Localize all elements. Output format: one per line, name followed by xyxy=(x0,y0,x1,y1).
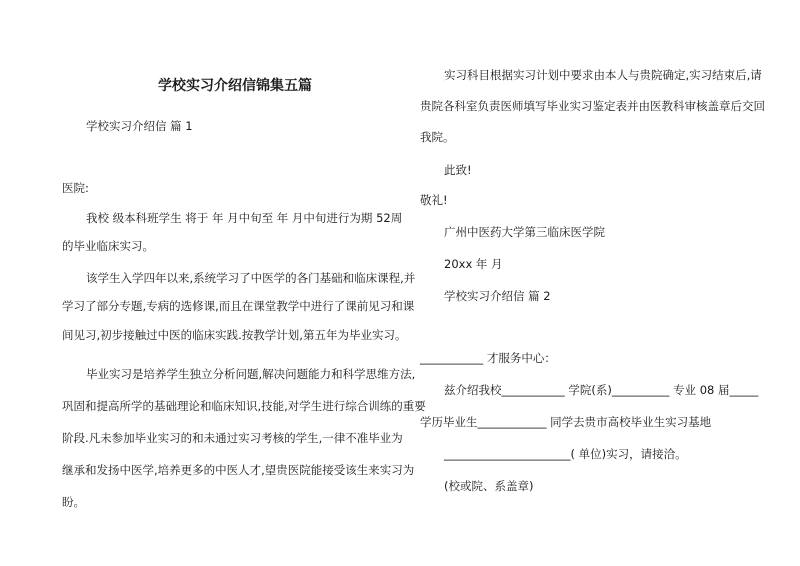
paragraph-3-line-5: 盼。 xyxy=(62,495,85,509)
paragraph-3-line-1: 毕业实习是培养学生独立分析问题,解决问题能力和科学思维方法, xyxy=(86,367,416,381)
closing-greeting: 此致! xyxy=(444,163,472,177)
paragraph-2-line-2: 学习了部分专题,专病的选修课,而且在课堂教学中进行了课前见习和课 xyxy=(62,299,415,313)
document-title: 学校实习介绍信锦集五篇 xyxy=(158,78,312,94)
signature-date: 20xx 年 月 xyxy=(444,257,503,271)
paragraph-3-line-4: 继承和发扬中医学,培养更多的中医人才,望贵医院能接受该生来实习为 xyxy=(62,463,415,477)
stamp-note: (校或院、系盖章) xyxy=(444,479,534,493)
recipient-line: ___________ 才服务中心： xyxy=(420,351,556,365)
right-paragraph-line-2: 贵院各科室负责医师填写毕业实习鉴定表并由医教科审核盖章后交回 xyxy=(420,99,765,113)
paragraph-2-line-1: 该学生入学四年以来,系统学习了中医学的各门基础和临床课程,并 xyxy=(86,271,416,285)
paragraph-3-line-3: 阶段.凡未参加毕业实习的和未通过实习考核的学生,一律不准毕业为 xyxy=(62,431,403,445)
paragraph-2-line-3: 间见习,初步接触过中医的临床实践.按教学计划,第五年为毕业实习。 xyxy=(62,328,407,342)
right-paragraph-line-3: 我院。 xyxy=(420,130,455,144)
school-signature: 广州中医药大学第三临床医学院 xyxy=(444,225,605,239)
paragraph-1-line-2: 的毕业临床实习。 xyxy=(62,239,154,253)
introduction-line: 兹介绍我校___________ 学院(系)__________ 专业 08 届_____ xyxy=(444,383,759,397)
right-paragraph-line-1: 实习科目根据实习计划中要求由本人与贵院确定,实习结束后,请 xyxy=(444,68,762,82)
section-heading-1: 学校实习介绍信 篇 1 xyxy=(86,119,193,133)
closing-salute: 敬礼! xyxy=(420,193,448,207)
salutation: 医院: xyxy=(62,181,89,195)
unit-line: ______________________( 单位)实习，请接洽。 xyxy=(444,447,687,461)
paragraph-3-line-2: 巩固和提高所学的基础理论和临床知识,技能,对学生进行综合训练的重要 xyxy=(62,399,426,413)
section-heading-2: 学校实习介绍信 篇 2 xyxy=(444,289,551,303)
student-line: 学历毕业生____________ 同学去贵市高校毕业生实习基地 xyxy=(420,415,712,429)
paragraph-1-line-1: 我校 级本科班学生 将于 年 月中旬至 年 月中旬进行为期 52周 xyxy=(86,211,403,225)
